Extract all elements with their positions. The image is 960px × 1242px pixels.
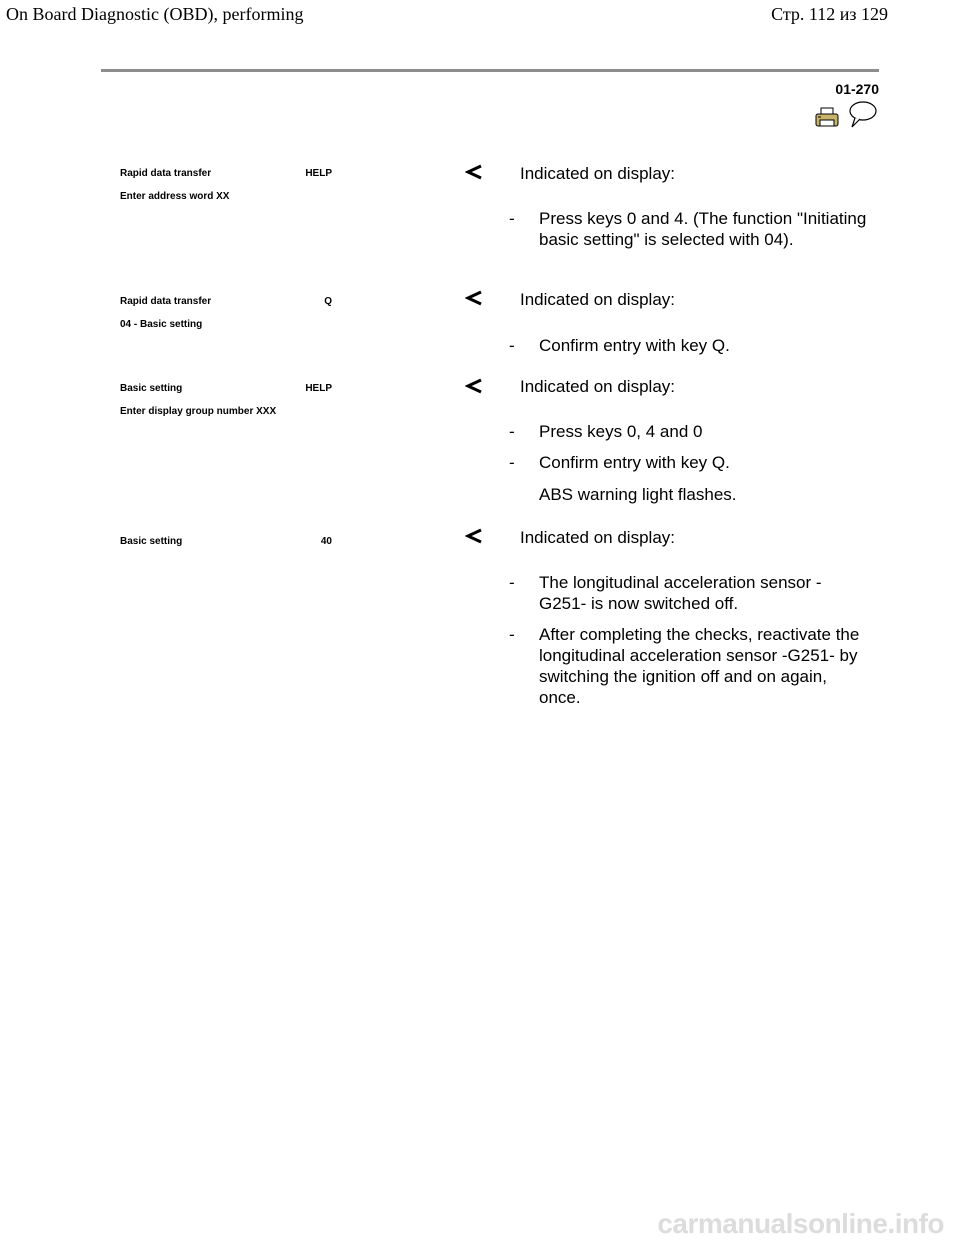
header-title: On Board Diagnostic (OBD), performing: [6, 4, 304, 24]
display-readout-4: [120, 536, 332, 559]
step-item: [507, 421, 867, 442]
indicated-label: Indicated on display:: [520, 377, 675, 396]
display-line1-right: HELP: [305, 383, 332, 394]
display-line2: Enter display group number XXX: [120, 406, 277, 417]
step-dash: -: [509, 625, 515, 644]
document-number: 01-270: [835, 81, 879, 97]
watermark-text: carmanualsonline.info: [657, 1208, 944, 1239]
display-line1-left: Basic setting: [120, 536, 183, 547]
step-item: [507, 208, 867, 250]
step-item: [507, 452, 867, 473]
page-counter: Стр. 112 из 129: [771, 4, 888, 24]
arrow-left-icon: [465, 164, 483, 180]
display-line2: 04 - Basic setting: [120, 319, 203, 330]
printer-icon[interactable]: [815, 107, 839, 129]
display-line1-left: Basic setting: [120, 383, 183, 394]
step-text: Confirm entry with key Q.: [539, 453, 730, 472]
step-item: [507, 572, 867, 614]
header-rule: [101, 69, 879, 72]
speech-bubble-icon[interactable]: [846, 100, 878, 128]
display-line1-right: Q: [324, 296, 332, 307]
display-readout-3: [120, 383, 332, 417]
display-readout-1: [120, 168, 332, 202]
step-text: The longitudinal acceleration sensor -G251- is now switched off.: [539, 573, 822, 613]
arrow-left-icon: [465, 528, 483, 544]
display-line1-left: Rapid data transfer: [120, 168, 212, 179]
step-text: After completing the checks, reactivate the longitudinal acceleration sensor -G251- by switching the ignition off and on again, once.: [539, 625, 860, 707]
step-text: Press keys 0, 4 and 0: [539, 422, 703, 441]
display-readout-2: [120, 296, 332, 330]
indicated-label: Indicated on display:: [520, 290, 675, 309]
step-text: Confirm entry with key Q.: [539, 336, 730, 355]
watermark-bar: [0, 1202, 960, 1242]
display-line1-right: HELP: [305, 168, 332, 179]
indicated-label: Indicated on display:: [520, 164, 675, 183]
display-line1-left: Rapid data transfer: [120, 296, 212, 307]
step-dash: -: [509, 573, 515, 592]
step-dash: -: [509, 336, 515, 355]
display-line2: Enter address word XX: [120, 191, 230, 202]
step-dash: -: [509, 453, 515, 472]
step-text: Press keys 0 and 4. (The function "Initiating basic setting" is selected with 04).: [539, 209, 867, 249]
indicated-label: Indicated on display:: [520, 528, 675, 547]
step-dash: -: [509, 422, 515, 441]
note-text: ABS warning light flashes.: [539, 485, 737, 504]
step-item: [507, 335, 867, 356]
arrow-left-icon: [465, 378, 483, 394]
step-item: [507, 624, 867, 708]
step-dash: -: [509, 209, 515, 228]
display-line1-right: 40: [320, 536, 332, 547]
arrow-left-icon: [465, 290, 483, 306]
